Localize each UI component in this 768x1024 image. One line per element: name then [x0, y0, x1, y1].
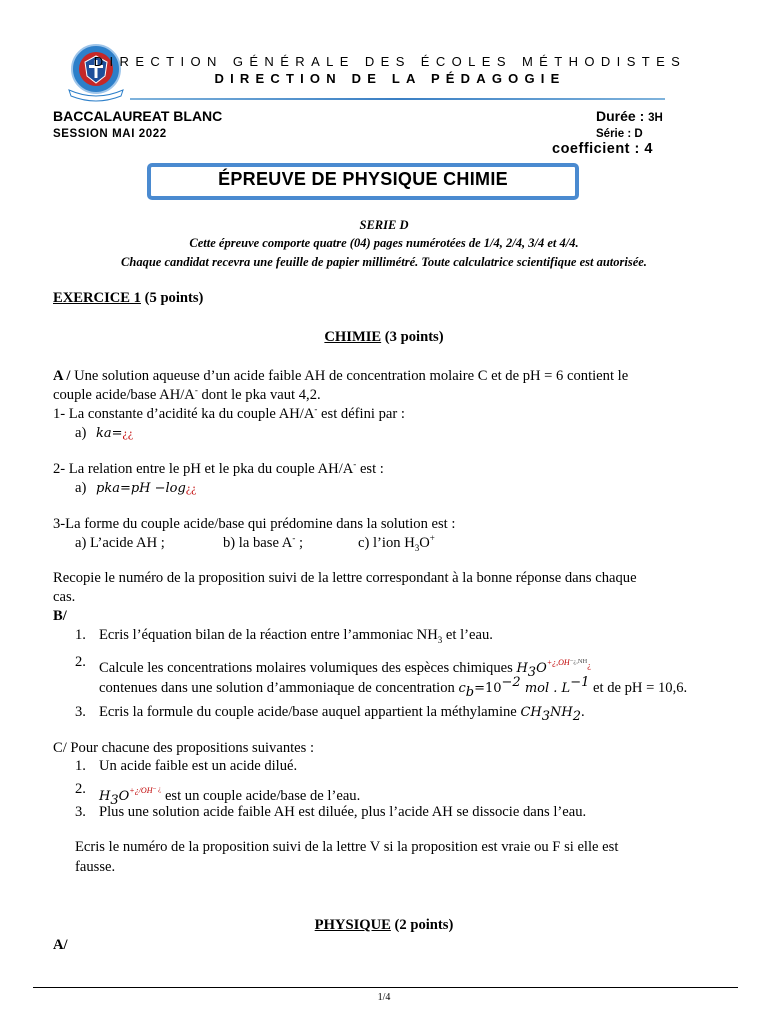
part-b-item-3 [99, 703, 585, 722]
h3o-sub: 3 [110, 792, 119, 808]
header-direction-pedagogie: DIRECTION DE LA PÉDAGOGIE [214, 71, 566, 86]
part-c-item-2-number: 2. [75, 781, 86, 797]
unit-exponent: −1 [570, 675, 590, 691]
option-b-end: ; [295, 535, 304, 551]
question-a2-option-a [75, 479, 197, 498]
part-b-item-1 [99, 626, 493, 644]
part-a-label: A / [53, 368, 71, 384]
pka-formula: pka=pH −log [96, 481, 186, 496]
exam-session: SESSION MAI 2022 [53, 128, 167, 140]
cb-value: =10 [474, 681, 502, 696]
formula-broken-exp: − ¿ [152, 785, 162, 793]
question-a1-text-b: est défini par : [317, 406, 405, 422]
cb-exponent: −2 [501, 675, 521, 691]
item-2-text-a: Calcule les concentrations molaires volumiques des espèces chimiques [99, 660, 517, 676]
h3o-formula: H [99, 789, 111, 804]
part-b-item-3-number: 3. [75, 704, 86, 720]
formula-broken-tiny: −¿,NH [569, 658, 588, 665]
exercise-1-title: EXERCICE 1 [53, 290, 141, 306]
h3o-formula: H [516, 661, 528, 676]
question-a2-text-a: 2- La relation entre le pH et le pka du couple AH/A [53, 461, 354, 477]
part-a-instruction-line2: cas. [53, 589, 76, 605]
part-b-item-2-line1: Calcule les concentrations molaires volumiques des espèces chimiques $H_3O^{+¿,OH-¿,NH¿}$ [99, 658, 591, 680]
h3o-sub: 3 [527, 664, 537, 680]
ka-formula: ka= [96, 426, 123, 441]
item-1-sub: 3 [437, 634, 443, 645]
part-a-intro-text2a: couple acide/base AH/A [53, 387, 195, 403]
option-letter: a) [75, 425, 87, 441]
formula-broken-glyph: +¿/OH [129, 786, 153, 795]
chimie-title: CHIMIE [324, 329, 382, 345]
question-a2-text-b: est : [356, 461, 384, 477]
chimie-heading [0, 328, 768, 346]
formula-broken-glyph: ¿¿ [185, 481, 197, 495]
intro-pages: Cette épreuve comporte quatre (04) pages numérotées de 1/4, 2/4, 3/4 et 4/4. [189, 236, 579, 250]
exercise-1-points: (5 points) [140, 290, 204, 306]
exam-serie: Série : D [596, 128, 643, 140]
part-b-item-2-line2 [99, 675, 688, 700]
physique-title: PHYSIQUE [314, 917, 391, 933]
physique-part-a: A/ [53, 937, 68, 953]
question-a1-option-a [75, 424, 133, 443]
option-c-end: O [419, 535, 430, 551]
item-3-text: Ecris la formule du couple acide/base auquel appartient la méthylamine [99, 704, 521, 720]
part-b-label: B/ [53, 608, 67, 624]
part-c-intro: C/ Pour chacune des propositions suivantes : [53, 740, 315, 756]
item-2-text-b: contenues dans une solution d’ammoniaque de concentration [99, 680, 459, 696]
physique-heading [0, 916, 768, 934]
part-b-item-1-number: 1. [75, 627, 86, 643]
item-1-text-a: Ecris l’équation bilan de la réaction entre l’ammoniac NH [99, 627, 438, 643]
intro-materials: Chaque candidat recevra une feuille de papier millimétré. Toute calculatrice scientifique est autorisée. [121, 255, 647, 269]
nh2-formula: NH [550, 705, 573, 720]
intro-serie: SERIE D [359, 218, 409, 232]
cb-symbol: c [458, 681, 466, 696]
option-c-text: c) l’ion H [358, 535, 415, 551]
cb-sub: b [465, 684, 475, 700]
physique-points: (2 points) [390, 917, 454, 933]
part-c-instruction-line1: Ecris le numéro de la proposition suivi de la lettre V si la proposition est vraie ou F si elle est [75, 839, 619, 855]
item-2-text-c: et de pH = 10,6. [589, 680, 688, 696]
exam-title: ÉPREUVE DE PHYSIQUE CHIMIE [218, 169, 508, 189]
part-c-item-1-number: 1. [75, 758, 86, 774]
nh2-sub: 2 [572, 708, 582, 724]
option-letter: a) [75, 480, 87, 496]
question-a1: 1- La constante d’acidité ka du couple AH/A- est défini par : [53, 404, 405, 422]
duration-label: Durée : [596, 108, 645, 124]
formula-broken-glyph: +¿,OH [546, 658, 570, 667]
header-direction-generale: DIRECTION GÉNÉRALE DES ÉCOLES MÉTHODISTES [93, 54, 687, 69]
part-c-instruction-line2: fausse. [75, 859, 116, 875]
question-a3-option-c: c) l’ion $H_3O^+$ [358, 533, 435, 553]
header-divider [130, 98, 665, 100]
ch3-formula: CH [520, 705, 542, 720]
item-2-text: est un couple acide/base de l’eau. [161, 788, 361, 804]
option-b-text: b) la base A [223, 535, 293, 551]
exam-type: BACCALAUREAT BLANC [53, 108, 223, 124]
part-a-intro-line2: couple acide/base AH/A- dont le pka vaut 4,2. [53, 385, 321, 403]
chimie-points: (3 points) [381, 329, 444, 345]
part-c-item-3: Plus une solution acide faible AH est diluée, plus l’acide AH se dissocie dans l’eau. [99, 804, 587, 820]
item-1-text-b: et l’eau. [442, 627, 493, 643]
page-number: 1/4 [377, 992, 391, 1003]
part-c-item-3-number: 3. [75, 804, 86, 820]
part-a-intro-line1 [53, 367, 628, 385]
h3o-o: O [536, 661, 547, 676]
part-b-item-2-number: 2. [75, 654, 86, 670]
part-a-instruction-line1: Recopie le numéro de la proposition suivi de la lettre correspondant à la bonne réponse dans chaque [53, 570, 637, 586]
question-a3-option-a: a) L’acide AH ; [75, 535, 165, 551]
question-a2: 2- La relation entre le pH et le pka du couple AH/A- est : [53, 459, 384, 477]
question-a3-option-b: b) la base A- ; [223, 533, 304, 551]
question-a3: 3-La forme du couple acide/base qui prédomine dans la solution est : [53, 516, 456, 532]
option-c-sub: 3 [414, 542, 420, 553]
part-a-intro-text1: Une solution aqueuse d’un acide faible AH de concentration molaire C et de pH = 6 contient le [70, 368, 629, 384]
part-a-intro-text2b: dont le pka vaut 4,2. [197, 387, 321, 403]
question-a1-text-a: 1- La constante d’acidité ka du couple AH/A [53, 406, 315, 422]
item-3-end: . [581, 704, 585, 720]
exercise-1-heading [53, 289, 203, 307]
exam-coefficient: coefficient : 4 [552, 141, 653, 157]
duration-value: 3H [648, 112, 663, 124]
h3o-o: O [118, 789, 130, 804]
footer-divider [33, 987, 738, 988]
exam-duration [596, 108, 663, 124]
formula-broken-glyph: ¿¿ [122, 426, 134, 440]
part-c-item-1: Un acide faible est un acide dilué. [99, 758, 298, 774]
concentration-unit: mol . L [520, 681, 571, 696]
ch3-sub: 3 [541, 708, 551, 724]
